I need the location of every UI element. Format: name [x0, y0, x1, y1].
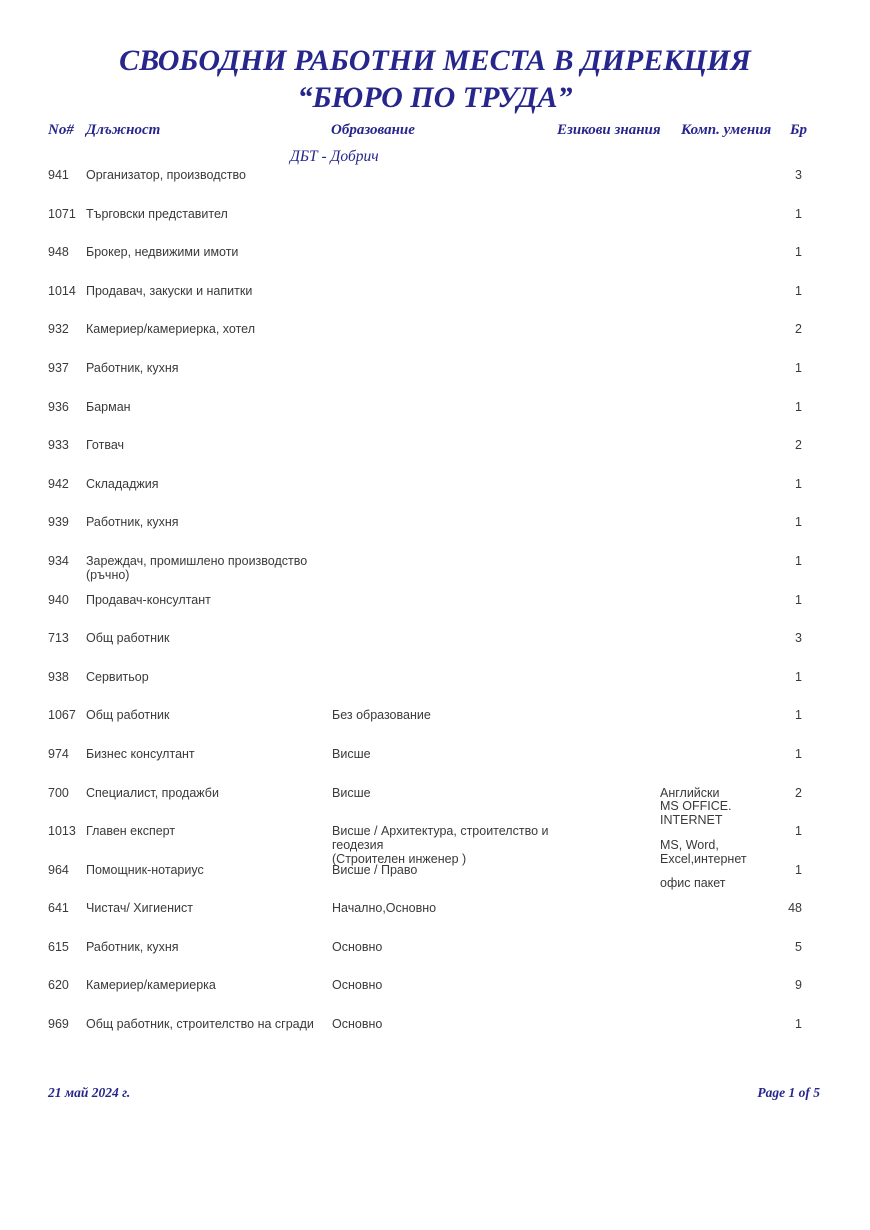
skills-line: Английски [660, 785, 720, 800]
vacancy-count: 3 [795, 631, 802, 646]
column-header-position: Длъжност [86, 122, 161, 138]
job-title [86, 1018, 331, 1032]
job-title-line: Склададжия [86, 476, 159, 491]
row-number: 1014 [48, 283, 76, 298]
job-title-line: Камериер/камериерка [86, 978, 216, 993]
table-row [0, 478, 870, 517]
skills-line: Excel,интернет [660, 851, 747, 866]
vacancy-count: 1 [795, 746, 802, 761]
table-row [0, 555, 870, 594]
job-title-line: Общ работник, строителство на сгради [86, 1017, 314, 1032]
education [332, 1018, 567, 1032]
table-row [0, 169, 870, 208]
job-title [86, 941, 331, 955]
job-title [86, 709, 331, 723]
vacancy-count: 2 [795, 785, 802, 800]
job-title [86, 246, 331, 260]
row-number: 948 [48, 245, 69, 260]
vacancy-count: 1 [795, 553, 802, 568]
education-line: Висше [332, 746, 371, 761]
row-number: 1067 [48, 708, 76, 723]
job-title-line: (ръчно) [86, 567, 130, 582]
column-header-languages: Езикови знания [557, 122, 661, 138]
table-row [0, 825, 870, 864]
row-number: 936 [48, 399, 69, 414]
vacancy-count: 1 [795, 862, 802, 877]
job-title-line: Продавач, закуски и напитки [86, 283, 253, 298]
vacancy-count: 1 [795, 399, 802, 414]
vacancy-count: 5 [795, 939, 802, 954]
job-title-line: Чистач/ Хигиенист [86, 901, 193, 916]
skills-line: INTERNET [660, 813, 723, 828]
table-row [0, 902, 870, 941]
skills-line: офис пакет [660, 876, 726, 891]
education [332, 902, 567, 916]
education-line: Основно [332, 939, 383, 954]
job-title [86, 979, 331, 993]
job-title-line: Общ работник [86, 631, 170, 646]
vacancy-count: 2 [795, 322, 802, 337]
job-title-line: Търговски представител [86, 206, 228, 221]
job-title-line: Бизнес консултант [86, 746, 195, 761]
table-row [0, 208, 870, 247]
row-number: 939 [48, 515, 69, 530]
job-title [86, 902, 331, 916]
row-number: 700 [48, 785, 69, 800]
job-title-line: Главен експерт [86, 824, 176, 839]
vacancy-count: 9 [795, 978, 802, 993]
row-number: 940 [48, 592, 69, 607]
table-row [0, 787, 870, 826]
job-title-line: Работник, кухня [86, 515, 179, 530]
job-title [86, 362, 331, 376]
table-row [0, 285, 870, 324]
vacancy-count: 1 [795, 360, 802, 375]
vacancy-count: 1 [795, 1017, 802, 1032]
job-title [86, 671, 331, 685]
job-title-line: Организатор, производство [86, 168, 246, 182]
job-title [86, 169, 331, 183]
job-title-line: Зареждач, промишлено производство [86, 553, 308, 568]
education-line: Начално,Основно [332, 901, 437, 916]
job-title-line: Помощник-нотариус [86, 862, 204, 877]
education [332, 825, 567, 866]
education-line: (Строителен инженер ) [332, 851, 467, 866]
table-row [0, 864, 870, 903]
job-title [86, 208, 331, 222]
education [332, 864, 567, 878]
table-row [0, 941, 870, 980]
vacancy-count: 1 [795, 592, 802, 607]
row-number: 941 [48, 168, 69, 182]
job-title-line: Работник, кухня [86, 360, 179, 375]
section-header: ДБТ - Добрич [290, 148, 379, 165]
job-title [86, 555, 331, 583]
row-number: 942 [48, 476, 69, 491]
vacancy-count: 1 [795, 669, 802, 684]
job-title-line: Барман [86, 399, 131, 414]
row-number: 641 [48, 901, 69, 916]
table-row [0, 1018, 870, 1057]
page-title-line2: “БЮРО ПО ТРУДА” [297, 81, 573, 114]
footer-date: 21 май 2024 г. [48, 1085, 131, 1100]
page-title-line1: СВОБОДНИ РАБОТНИ МЕСТА В ДИРЕКЦИЯ [119, 44, 751, 77]
table-row [0, 632, 870, 671]
education [332, 787, 567, 801]
table-row [0, 979, 870, 1018]
education-line: Висше [332, 785, 371, 800]
job-title [86, 787, 331, 801]
table-row [0, 246, 870, 285]
row-number: 713 [48, 631, 69, 646]
job-title-line: Общ работник [86, 708, 170, 723]
job-title-line: Продавач-консултант [86, 592, 211, 607]
row-number: 1071 [48, 206, 76, 221]
job-title-line: Камериер/камериерка, хотел [86, 322, 256, 337]
column-header-count: Бр [790, 122, 808, 138]
job-title-line: Работник, кухня [86, 939, 179, 954]
education [332, 941, 567, 955]
job-title [86, 401, 331, 415]
vacancy-count: 1 [795, 476, 802, 491]
table-row [0, 671, 870, 710]
page-title [0, 42, 870, 116]
skills-line: MS, Word, [660, 837, 719, 852]
table-row [0, 323, 870, 362]
row-number: 620 [48, 978, 69, 993]
job-title [86, 825, 331, 839]
education-line: Основно [332, 978, 383, 993]
vacancy-rows [0, 169, 870, 1057]
table-row [0, 516, 870, 555]
job-title-line: Готвач [86, 438, 125, 453]
vacancy-count: 1 [795, 283, 802, 298]
education-line: Висше / Право [332, 862, 418, 877]
job-title [86, 478, 331, 492]
education-line: Без образование [332, 708, 431, 723]
vacancy-count: 1 [795, 206, 802, 221]
table-row [0, 748, 870, 787]
job-title [86, 864, 331, 878]
job-title [86, 594, 331, 608]
education [332, 979, 567, 993]
row-number: 932 [48, 322, 69, 337]
column-header-education: Образование [331, 122, 415, 138]
row-number: 1013 [48, 824, 76, 839]
education-line: Висше / Архитектура, строителство и геодезия [332, 824, 549, 852]
table-row [0, 594, 870, 633]
row-number: 969 [48, 1017, 69, 1032]
job-title [86, 323, 331, 337]
job-title [86, 632, 331, 646]
vacancy-count: 1 [795, 708, 802, 723]
job-title [86, 516, 331, 530]
row-number: 964 [48, 862, 69, 877]
table-row [0, 362, 870, 401]
row-number: 934 [48, 553, 69, 568]
table-header [0, 122, 870, 142]
education-line: Основно [332, 1017, 383, 1032]
table-row [0, 439, 870, 478]
vacancy-count: 1 [795, 245, 802, 260]
vacancy-count: 3 [795, 168, 802, 182]
column-header-no: No# [48, 122, 74, 138]
row-number: 933 [48, 438, 69, 453]
job-title [86, 439, 331, 453]
job-title [86, 285, 331, 299]
table-row [0, 709, 870, 748]
row-number: 974 [48, 746, 69, 761]
footer-page-number: Page 1 of 5 [757, 1085, 820, 1100]
skills-line: MS OFFICE. [660, 799, 732, 814]
table-row [0, 401, 870, 440]
vacancy-count: 1 [795, 515, 802, 530]
job-title-line: Специалист, продажби [86, 785, 219, 800]
vacancy-count: 1 [795, 824, 802, 839]
vacancy-count: 2 [795, 438, 802, 453]
education [332, 748, 567, 762]
row-number: 937 [48, 360, 69, 375]
job-title [86, 748, 331, 762]
job-title-line: Брокер, недвижими имоти [86, 245, 239, 260]
vacancy-count: 48 [788, 901, 802, 916]
row-number: 938 [48, 669, 69, 684]
column-header-computer: Комп. умения [681, 122, 772, 138]
job-title-line: Сервитьор [86, 669, 149, 684]
education [332, 709, 567, 723]
row-number: 615 [48, 939, 69, 954]
